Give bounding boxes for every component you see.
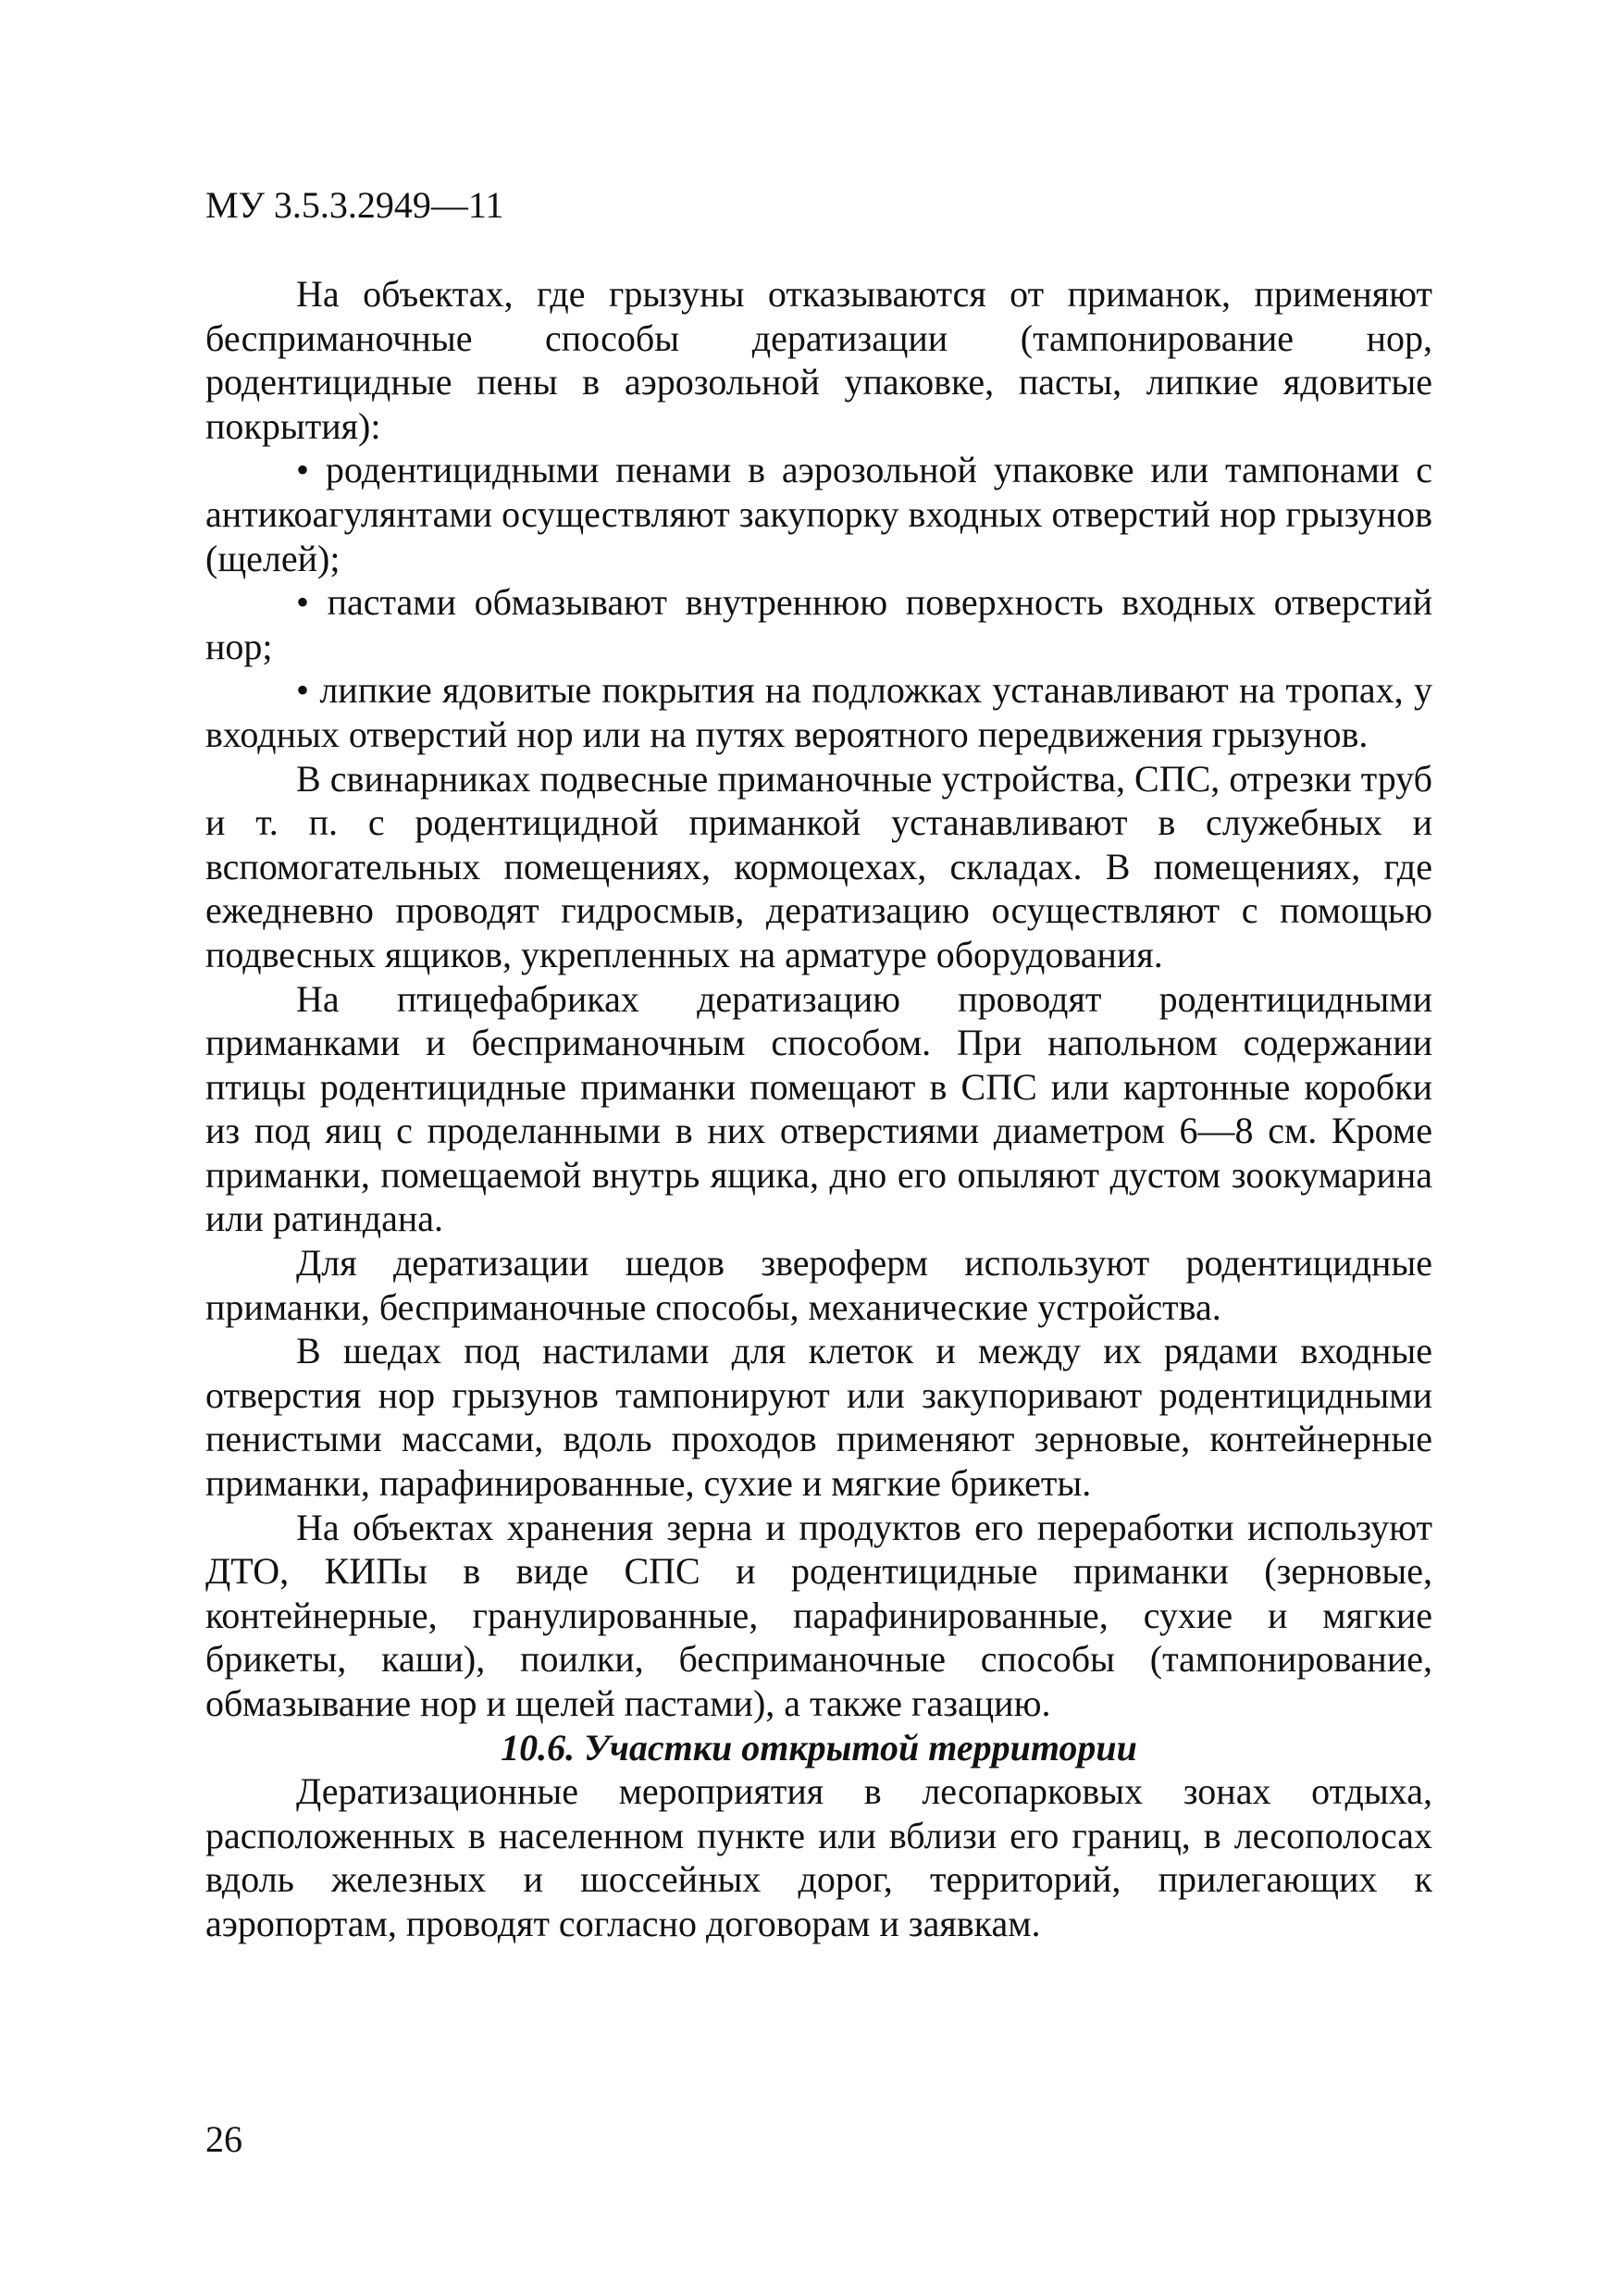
document-code-header: МУ 3.5.3.2949—11 — [205, 184, 504, 226]
paragraph-pig-farms: В свинарниках подвесные приманочные устройства, СПС, отрезки труб и т. п. с родентицидной приманкой устанавливают в служебных и вспомогательных помещениях, кормоцехах, складах. В помещениях, где ежедневно проводят гидросмыв, дератизацию осуществляют с помощью подвесных ящиков, укрепленных на арматуре оборудования. — [205, 757, 1432, 975]
section-paragraph: Дератизационные мероприятия в лесопарковых зонах отдыха, расположенных в населенном пункте или вблизи его границ, в лесополосах вдоль железных и шоссейных дорог, территорий, прилегающих к аэропортам, проводят согласно договорам и заявкам. — [205, 1770, 1432, 1944]
paragraph-poultry-farms: На птицефабриках дератизацию проводят родентицидными приманками и бесприманочным способом. При напольном содержании птицы родентицидные приманки помещают в СПС или картонные коробки из под яиц с проделанными в них отверстиями диаметром 6—8 см. Кроме приманки, помещаемой внутрь ящика, дно его опыляют дустом зоокумарина или ратиндана. — [205, 977, 1432, 1240]
bullet-item: • липкие ядовитые покрытия на подложках устанавливают на тропах, у входных отверстий нор или на путях вероятного передвижения грызунов. — [205, 668, 1432, 756]
bullet-item: • родентицидными пенами в аэрозольной упаковке или тампонами с антикоагулянтами осуществляют закупорку входных отверстий нор грызунов (щелей); — [205, 448, 1432, 580]
bullet-item: • пастами обмазывают внутреннюю поверхность входных отверстий нор; — [205, 580, 1432, 668]
paragraph-sheds: В шедах под настилами для клеток и между их рядами входные отверстия нор грызунов тампонируют или закупоривают родентицидными пенистыми массами, вдоль проходов применяют зерновые, контейнерные приманки, парафинированные, сухие и мягкие брикеты. — [205, 1330, 1432, 1505]
section-title: 10.6. Участки открытой территории — [501, 1726, 1137, 1769]
page-content — [205, 272, 1432, 1946]
paragraph-fur-farms: Для дератизации шедов звероферм используют родентицидные приманки, бесприманочные способы, механические устройства. — [205, 1242, 1432, 1328]
paragraph-grain-storage: На объектах хранения зерна и продуктов его переработки используют ДТО, КИПы в виде СПС и родентицидные приманки (зерновые, контейнерные, гранулированные, парафинированные, сухие и мягкие брикеты, каши), поилки, бесприманочные способы (тампонирование, обмазывание нор и щелей пастами), а также газацию. — [205, 1506, 1432, 1724]
page-number: 26 — [205, 2118, 242, 2160]
intro-paragraph: На объектах, где грызуны отказываются от приманок, применяют бесприманочные способы дератизации (тампонирование нор, родентицидные пены в аэрозольной упаковке, пасты, липкие ядовитые покрытия): — [205, 273, 1432, 447]
